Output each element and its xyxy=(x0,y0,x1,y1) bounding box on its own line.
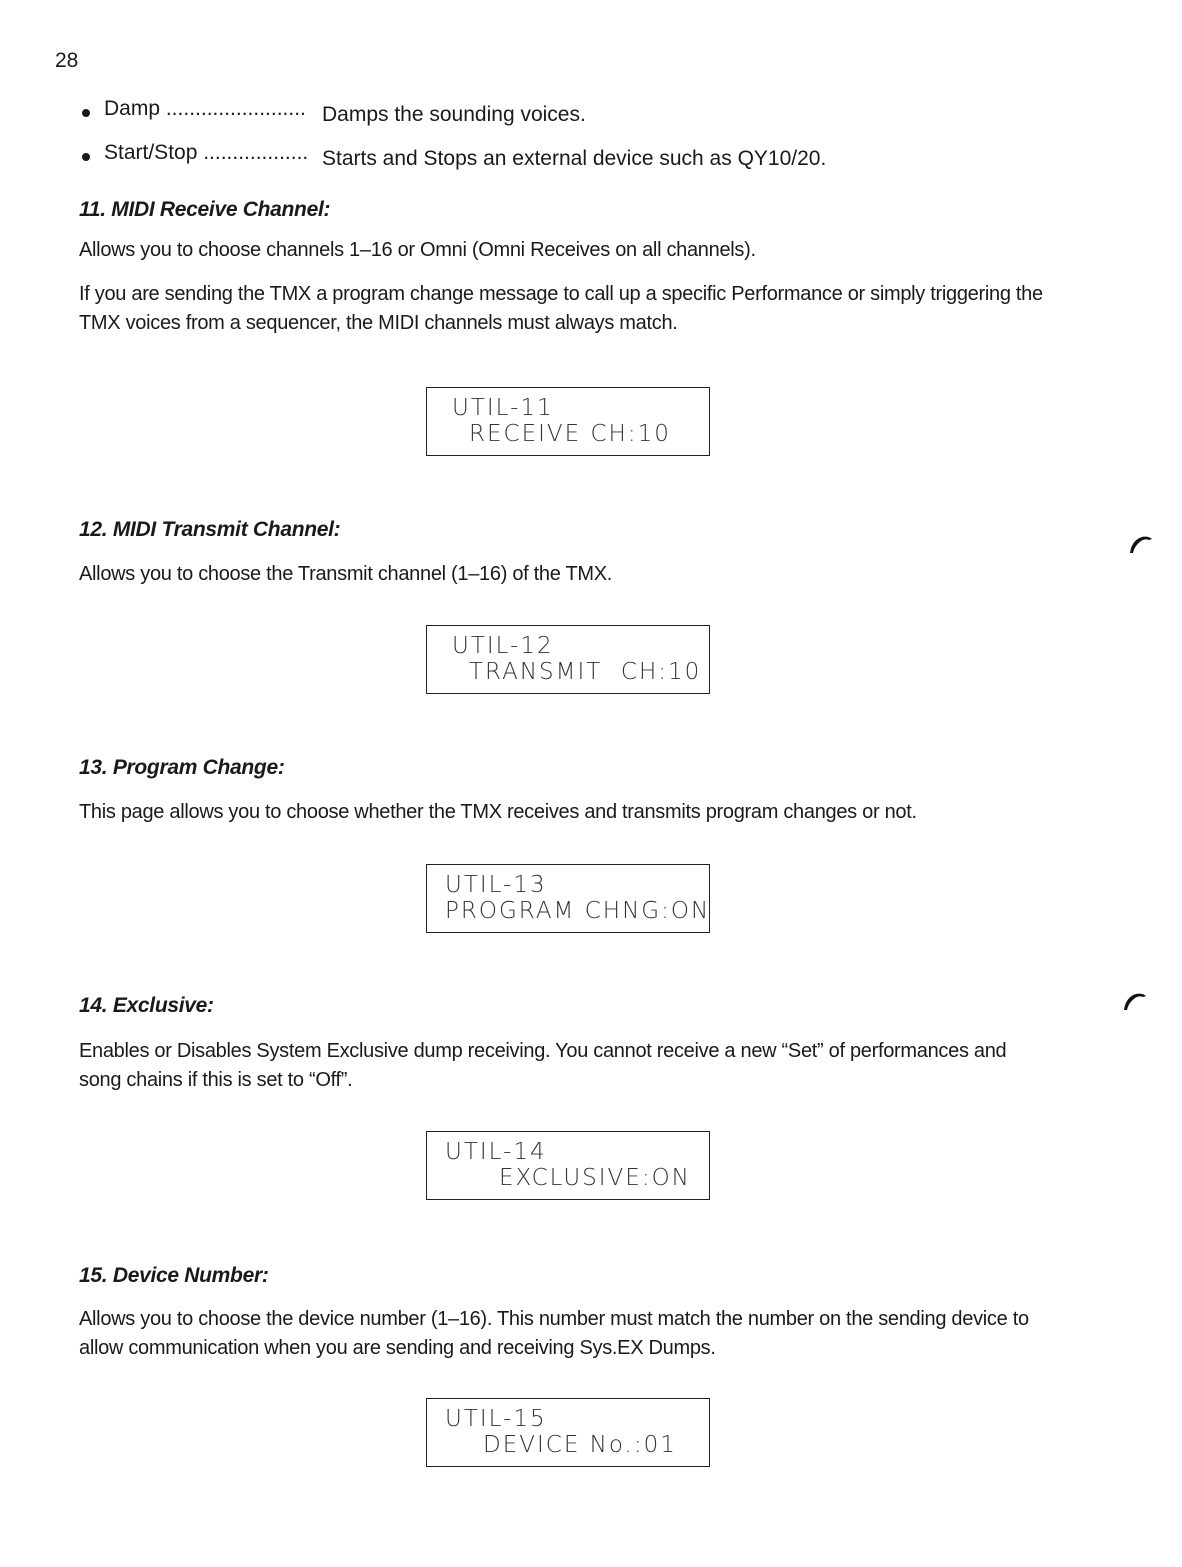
lcd-line-1: UTIL-14 xyxy=(445,1139,547,1165)
bullet-start-stop xyxy=(82,141,826,171)
lcd-line-2: DEVICE No.:01 xyxy=(483,1432,677,1458)
lcd-line-1: UTIL-13 xyxy=(445,872,547,898)
lcd-line-2: TRANSMIT CH:10 xyxy=(469,659,702,685)
bullet-damp xyxy=(82,97,586,127)
lcd-line-1: UTIL-12 xyxy=(452,633,554,659)
bullet-icon xyxy=(82,109,90,117)
lcd-line-2: EXCLUSIVE:ON xyxy=(499,1165,691,1191)
lcd-line-1: UTIL-11 xyxy=(452,395,554,421)
bullet-description: Damps the sounding voices. xyxy=(322,103,586,126)
bullet-term: Start/Stop .................. xyxy=(104,141,309,164)
lcd-display-util-12 xyxy=(426,625,710,694)
lcd-display-util-14 xyxy=(426,1131,710,1200)
lcd-display-util-15 xyxy=(426,1398,710,1467)
bullet-term: Damp ........................ xyxy=(104,97,306,120)
lcd-line-2: PROGRAM CHNG:ON xyxy=(445,898,711,924)
margin-mark-icon xyxy=(1128,533,1154,555)
lcd-line-1: UTIL-15 xyxy=(445,1406,547,1432)
lcd-display-util-13 xyxy=(426,864,710,933)
section-heading-exclusive: 14. Exclusive: xyxy=(79,994,214,1017)
page-number: 28 xyxy=(55,49,79,72)
section-paragraph: Allows you to choose the device number (1–16). This number must match the number on the sending device to allow communication when you are sending and receiving Sys.EX Dumps. xyxy=(79,1308,1029,1359)
bullet-icon xyxy=(82,153,90,161)
bullet-description: Starts and Stops an external device such as QY10/20. xyxy=(322,147,827,170)
margin-mark-icon xyxy=(1122,990,1148,1012)
lcd-display-util-11 xyxy=(426,387,710,456)
section-heading-program-change: 13. Program Change: xyxy=(79,756,285,779)
section-paragraph: Allows you to choose channels 1–16 or Omni (Omni Receives on all channels). xyxy=(79,239,756,261)
section-heading-transmit-channel: 12. MIDI Transmit Channel: xyxy=(79,518,341,541)
section-heading-device-number: 15. Device Number: xyxy=(79,1264,269,1287)
section-paragraph: If you are sending the TMX a program change message to call up a specific Performance or simply triggering the TMX voices from a sequencer, the MIDI channels must always match. xyxy=(79,283,1043,334)
section-heading-receive-channel: 11. MIDI Receive Channel: xyxy=(79,198,331,221)
section-paragraph: This page allows you to choose whether the TMX receives and transmits program changes or not. xyxy=(79,801,917,823)
lcd-line-2: RECEIVE CH:10 xyxy=(469,421,671,447)
section-paragraph: Enables or Disables System Exclusive dump receiving. You cannot receive a new “Set” of performances and song chains if this is set to “Off”. xyxy=(79,1040,1007,1091)
section-paragraph: Allows you to choose the Transmit channel (1–16) of the TMX. xyxy=(79,563,613,585)
